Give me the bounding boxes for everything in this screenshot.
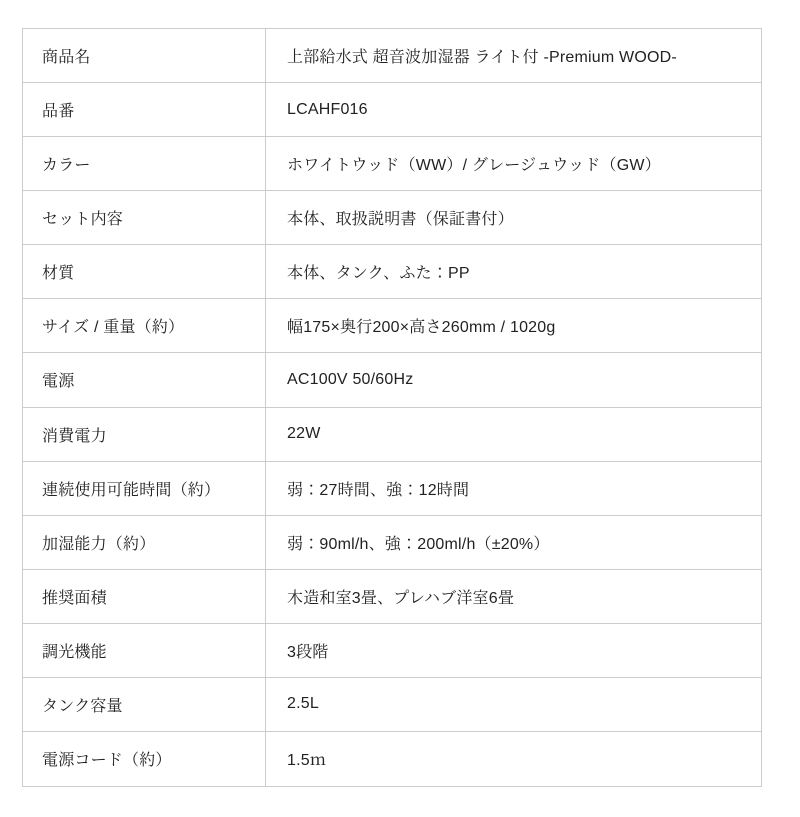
spec-label: サイズ / 重量（約） [23, 299, 266, 352]
spec-value: 2.5L [287, 695, 319, 713]
spec-value: 本体、タンク、ふた：PP [287, 265, 470, 283]
table-row-power-cord [23, 732, 761, 786]
spec-value: AC100V 50/60Hz [287, 370, 414, 388]
spec-value: LCAHF016 [287, 100, 368, 118]
table-row-product-name [23, 29, 761, 83]
spec-value: ホワイトウッド（WW）/ グレージュウッド（GW） [287, 157, 661, 175]
spec-label: 消費電力 [23, 408, 266, 461]
table-row-continuous-use-time [23, 462, 761, 516]
spec-label: 連続使用可能時間（約） [23, 462, 266, 515]
spec-label: 推奨面積 [23, 570, 266, 623]
spec-value: 22W [287, 425, 321, 443]
spec-label: セット内容 [23, 191, 266, 244]
spec-value: 1.5ｍ [287, 752, 327, 770]
spec-label: タンク容量 [23, 678, 266, 731]
spec-label: 商品名 [23, 29, 266, 82]
spec-label: カラー [23, 137, 266, 190]
spec-value: 幅175×奥行200×高さ260mm / 1020g [287, 319, 556, 337]
spec-label: 電源コード（約） [23, 732, 266, 786]
spec-value: 木造和室3畳、プレハブ洋室6畳 [287, 589, 515, 607]
table-row-model-number [23, 83, 761, 137]
spec-label: 電源 [23, 353, 266, 406]
table-row-power-source [23, 353, 761, 407]
spec-value: 弱：90ml/h、強：200ml/h（±20%） [287, 535, 550, 553]
table-row-humidification-capacity [23, 516, 761, 570]
table-row-tank-capacity [23, 678, 761, 732]
table-row-power-consumption [23, 408, 761, 462]
table-row-dimming-function [23, 624, 761, 678]
spec-label: 加湿能力（約） [23, 516, 266, 569]
table-row-set-contents [23, 191, 761, 245]
table-row-color [23, 137, 761, 191]
table-row-material [23, 245, 761, 299]
spec-label: 材質 [23, 245, 266, 298]
spec-value: 弱：27時間、強：12時間 [287, 481, 470, 499]
spec-value: 3段階 [287, 643, 329, 661]
spec-label: 品番 [23, 83, 266, 136]
table-row-recommended-area [23, 570, 761, 624]
spec-value: 本体、取扱説明書（保証書付） [287, 211, 514, 229]
table-row-size-weight [23, 299, 761, 353]
spec-value: 上部給水式 超音波加湿器 ライト付 -Premium WOOD- [287, 49, 677, 67]
spec-label: 調光機能 [23, 624, 266, 677]
product-spec-table [22, 28, 762, 787]
